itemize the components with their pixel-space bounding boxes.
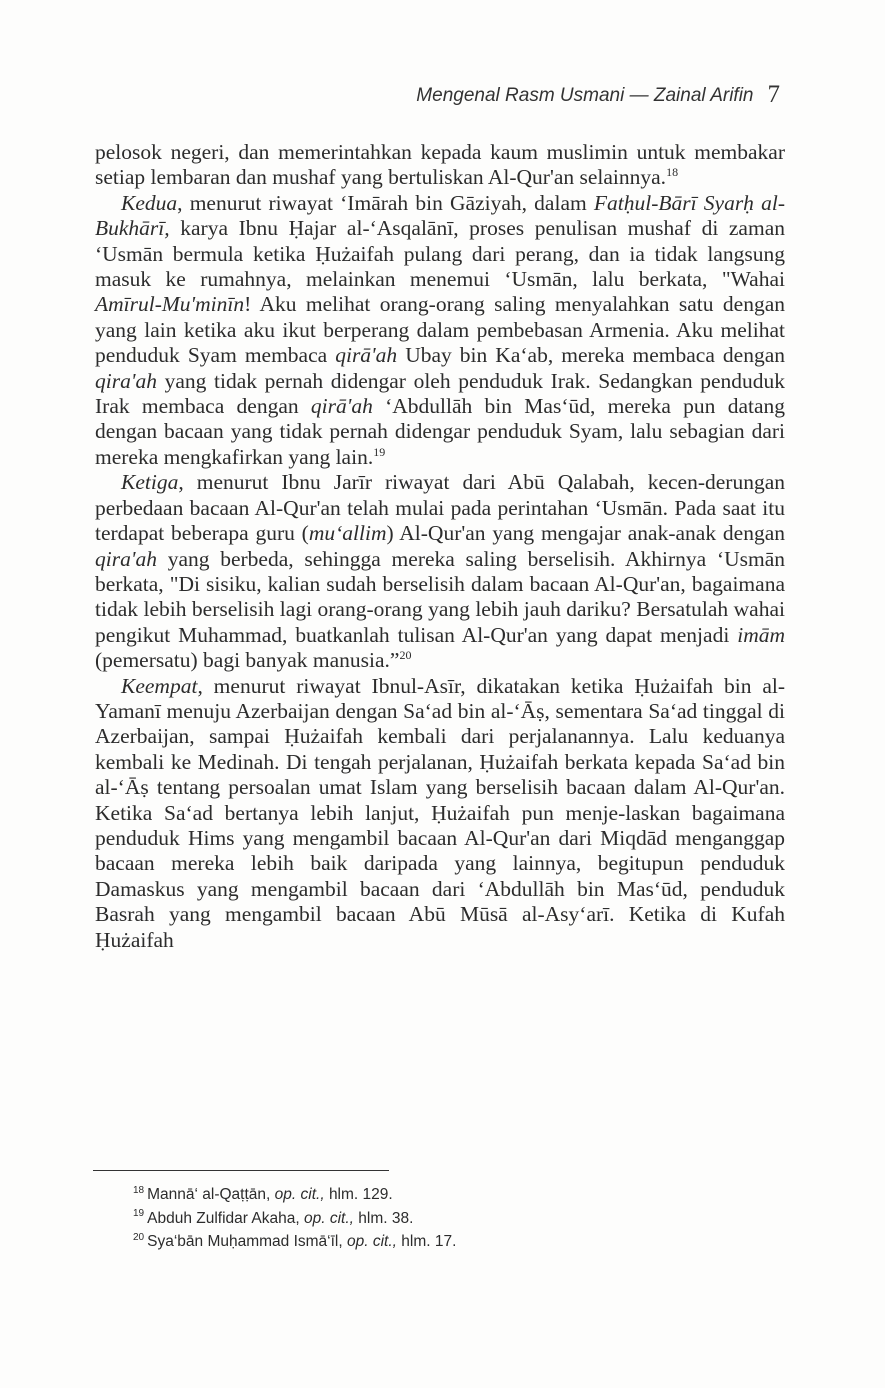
italic-term: Fatḥul-Bārī Syarḥ al-Bukhārī, [95, 190, 785, 241]
text-run: ! Aku melihat orang-orang saling menyalahkan satu dengan yang lain ketika aku ikut berperang dalam pembebasan Armenia. Aku melihat penduduk Syam membaca [95, 292, 785, 368]
footnote [133, 1183, 773, 1207]
page-number: 7 [767, 81, 780, 108]
italic-term: Amīrul-Mu'minīn [95, 292, 245, 317]
footnote-page: hlm. 129. [328, 1186, 393, 1203]
footnote-ref-abbrev: op. cit., [274, 1186, 325, 1203]
text-run: , menurut riwayat ‘Imārah bin Gāziyah, dalam [177, 190, 594, 215]
text-run: , menurut riwayat Ibnul-Asīr, dikatakan ketika Ḥużaifah bin al-Yamanī menuju Azerbaijan dengan Sa‘ad bin al-‘Āṣ, sementara Sa‘ad tinggal di Azerbaijan, sampai Ḥużaifah kembali dari perjalanannya. Lalu keduanya kembali ke Medinah. Di tengah perjalanan, Ḥużaifah berkata kepada Sa‘ad bin al-‘Āṣ tentang persoalan umat Islam yang berselisih bacaan dalam Al-Qur'an. Ketika Sa‘ad bertanya lebih lanjut, Ḥużaifah pun menje-laskan bagaimana penduduk Hims yang mengambil bacaan Al-Qur'an dari Miqdād menganggap bacaan mereka lebih baik daripada yang lainnya, begitupun penduduk Damaskus yang mengambil bacaan dari ‘Abdullāh bin Mas‘ūd, penduduk Basrah yang mengambil bacaan Abū Mūsā al-Asy‘arī. Ketika di Kufah Ḥużaifah [95, 673, 785, 952]
text-run: yang berbeda, sehingga mereka saling berselisih. Akhirnya ‘Usmān berkata, "Di sisiku, kalian sudah berselisih dalam bacaan Al-Qur'an, bagaimana tidak lebih berselisih lagi orang-orang yang lebih jauh dariku? Bersatulah wahai pengikut Muhammad, buatkanlah tulisan Al-Qur'an yang dapat menjadi [95, 546, 785, 647]
running-header-title: Mengenal Rasm Usmani — Zainal Arifin [416, 85, 754, 106]
text-run: pelosok negeri, dan memerintahkan kepada kaum muslimin untuk membakar setiap lembaran dan mushaf yang bertuliskan Al-Qur'an selainnya. [95, 140, 785, 190]
italic-term: qira'ah [95, 368, 157, 393]
footnote [133, 1207, 773, 1231]
footnote-divider [93, 1170, 389, 1171]
paragraph [95, 470, 785, 673]
footnote-ref: 20 [399, 647, 412, 662]
italic-term: qira'ah [95, 546, 157, 571]
footnotes [133, 1183, 773, 1254]
italic-term: Keempat [121, 673, 198, 698]
paragraph [95, 674, 785, 953]
text-run: (pemersatu) bagi banyak manusia.” [95, 648, 400, 673]
italic-term: imām [737, 622, 785, 647]
running-header [416, 80, 780, 108]
footnote-page: hlm. 17. [401, 1233, 457, 1250]
paragraph [95, 191, 785, 470]
footnote-ref: 19 [373, 444, 386, 459]
italic-term: mu‘allim [308, 521, 387, 546]
footnote-ref-abbrev: op. cit., [347, 1233, 397, 1250]
italic-term: Kedua [121, 190, 178, 215]
paragraph [95, 140, 785, 191]
footnote [133, 1230, 773, 1254]
text-run: Ubay bin Ka‘ab, mereka membaca dengan [397, 343, 785, 368]
italic-term: Ketiga [121, 470, 179, 495]
italic-term: qirā'ah [310, 394, 373, 419]
text-run: yang tidak pernah didengar oleh penduduk Irak. Sedangkan penduduk Irak membaca dengan [95, 368, 785, 419]
body-text [95, 140, 785, 953]
footnote-author: Abduh Zulfidar Akaha, [147, 1209, 300, 1227]
text-run: karya Ibnu Ḥajar al-‘Asqalānī, proses penulisan mushaf di zaman ‘Usmān bermula ketika Ḥużaifah pulang dari perang, dan ia tidak langsung masuk ke rumahnya, melainkan menemui ‘Usmān, lalu berkata, "Wahai [95, 216, 785, 292]
footnote-number: 19 [133, 1208, 145, 1220]
italic-term: qirā'ah [335, 343, 398, 368]
footnote-page: hlm. 38. [358, 1209, 414, 1227]
footnote-ref-abbrev: op. cit., [303, 1209, 354, 1227]
footnote-author: Sya‘bān Muḥammad Ismā‘īl, [147, 1233, 343, 1250]
footnote-ref: 18 [666, 165, 679, 180]
text-run: ‘Abdullāh bin Mas‘ūd, mereka pun datang dengan bacaan yang tidak pernah didengar penduduk Syam, lalu sebagian dari mereka mengkafirkan yang lain. [95, 394, 785, 469]
text-run: , menurut Ibnu Jarīr riwayat dari Abū Qalabah, kecen-derungan perbedaan bacaan Al-Qur'an telah mulai pada perintahan ‘Usmān. Pada saat itu terdapat beberapa guru ( [95, 470, 785, 546]
text-run: ) Al-Qur'an yang mengajar anak-anak dengan [386, 521, 785, 546]
footnote-author: Mannā‘ al-Qaṭṭān, [147, 1186, 271, 1203]
footnote-number: 20 [133, 1231, 145, 1243]
footnote-number: 18 [133, 1184, 145, 1196]
